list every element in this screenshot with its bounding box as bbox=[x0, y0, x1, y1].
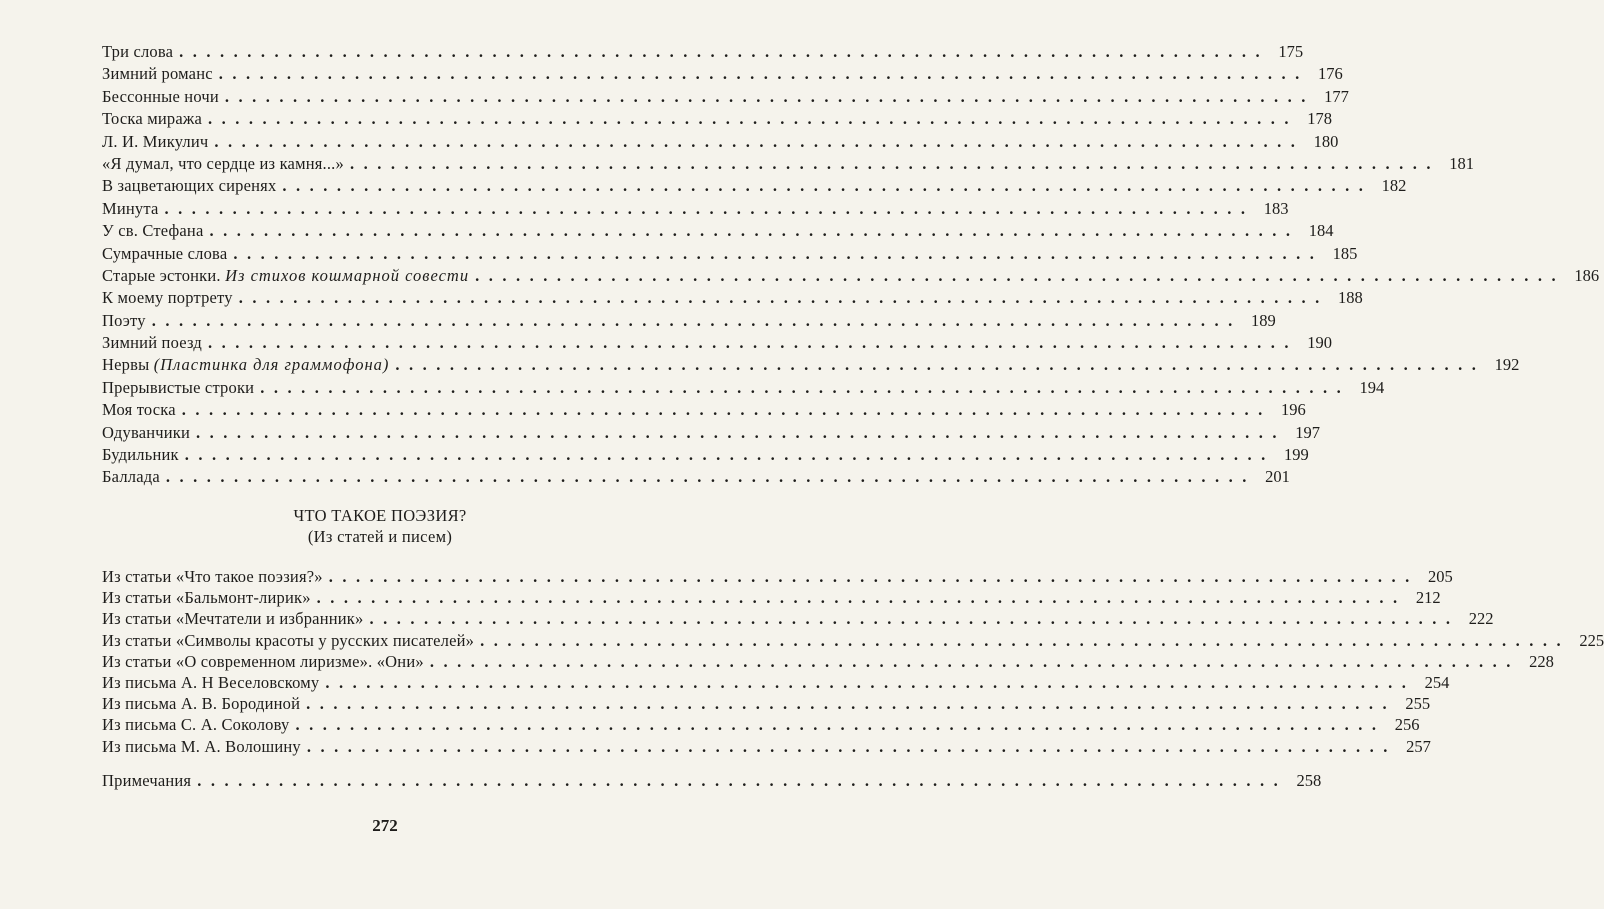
entry-title-wrap bbox=[102, 175, 282, 197]
dot-leader: ................................................................................ bbox=[316, 588, 1407, 608]
toc-entry bbox=[102, 265, 1600, 287]
toc-entry bbox=[102, 466, 1290, 488]
dot-leader: ................................................................................ bbox=[480, 630, 1571, 650]
entry-title: Из статьи «Бальмонт-лирик» bbox=[102, 588, 311, 608]
entry-title: Из статьи «Символы красоты у русских писателей» bbox=[102, 630, 475, 650]
entry-page-number: 228 bbox=[1529, 651, 1554, 671]
entry-title: Из статьи «Что такое поэзия?» bbox=[102, 567, 323, 586]
toc-entry bbox=[102, 287, 1363, 309]
toc-entry bbox=[102, 41, 1304, 63]
entry-title: «Я думал, что сердце из камня...» bbox=[102, 153, 344, 173]
toc-entry bbox=[102, 175, 1407, 197]
entry-title: Из письма А. В. Бородиной bbox=[102, 694, 301, 714]
entry-subtitle-italic: Из стихов кошмарной совести bbox=[225, 265, 470, 285]
entry-title-wrap bbox=[102, 736, 307, 758]
toc-entry bbox=[102, 736, 1431, 757]
dot-leader: ................................................................................ bbox=[197, 771, 1288, 790]
entry-title: Старые эстонки. bbox=[102, 265, 221, 285]
entry-title: К моему портрету bbox=[102, 288, 233, 308]
entry-title-wrap bbox=[102, 265, 475, 287]
toc-entry bbox=[102, 131, 1339, 153]
toc-entry bbox=[102, 608, 1494, 629]
toc-entry bbox=[102, 153, 1474, 175]
entry-title-wrap bbox=[102, 566, 329, 588]
entry-title-wrap bbox=[102, 422, 196, 444]
entry-title: В зацветающих сиренях bbox=[102, 176, 277, 196]
entry-title-wrap bbox=[102, 651, 430, 673]
toc-list-poems bbox=[102, 41, 1600, 489]
toc-entry bbox=[102, 86, 1349, 108]
toc-entry bbox=[102, 399, 1306, 421]
toc-entry bbox=[102, 770, 1322, 791]
entry-page-number: 189 bbox=[1250, 310, 1276, 330]
entry-title: Прерывистые строки bbox=[102, 377, 255, 397]
section-subtitle: (Из статей и писем) bbox=[307, 527, 453, 546]
entry-page-number: 184 bbox=[1308, 221, 1334, 241]
toc-entry bbox=[102, 220, 1334, 242]
dot-leader: ................................................................................ bbox=[238, 288, 1329, 308]
entry-title-wrap bbox=[102, 714, 296, 736]
toc-entry bbox=[102, 310, 1276, 332]
toc-entry bbox=[102, 630, 1604, 651]
toc-entry bbox=[102, 108, 1333, 130]
dot-leader: ................................................................................ bbox=[179, 42, 1270, 61]
dot-leader: ................................................................................ bbox=[164, 198, 1255, 218]
entry-page-number: 194 bbox=[1359, 377, 1385, 397]
entry-page-number: 190 bbox=[1307, 333, 1332, 353]
dot-leader: ................................................................................ bbox=[349, 153, 1440, 173]
entry-title-wrap bbox=[102, 63, 219, 85]
entry-title-wrap bbox=[102, 41, 179, 63]
entry-title-wrap bbox=[102, 399, 182, 421]
entry-title-wrap bbox=[102, 153, 350, 175]
entry-page-number: 185 bbox=[1332, 243, 1358, 263]
entry-title-wrap bbox=[102, 86, 225, 108]
entry-title-wrap bbox=[102, 608, 369, 630]
entry-subtitle-italic: (Пластинка для граммофона) bbox=[153, 355, 390, 375]
entry-title: Моя тоска bbox=[102, 400, 176, 420]
entry-page-number: 181 bbox=[1449, 153, 1474, 173]
entry-page-number: 196 bbox=[1281, 400, 1306, 420]
page-number: 272 bbox=[372, 816, 398, 835]
entry-page-number: 178 bbox=[1307, 109, 1333, 129]
entry-page-number: 186 bbox=[1574, 265, 1600, 285]
dot-leader: ................................................................................ bbox=[295, 715, 1386, 735]
toc-entry bbox=[102, 332, 1332, 354]
entry-title: Бессонные ночи bbox=[102, 86, 219, 106]
entry-page-number: 222 bbox=[1468, 609, 1494, 629]
entry-title: Зимний поезд bbox=[102, 333, 202, 353]
toc-entry bbox=[102, 377, 1385, 399]
dot-leader: ................................................................................ bbox=[475, 265, 1566, 285]
entry-title-wrap bbox=[102, 287, 239, 309]
entry-title-wrap bbox=[102, 587, 317, 609]
entry-title-wrap bbox=[102, 377, 260, 399]
entry-title: Поэту bbox=[102, 310, 146, 330]
dot-leader: ................................................................................ bbox=[306, 736, 1397, 756]
dot-leader: ................................................................................ bbox=[325, 672, 1416, 692]
entry-page-number: 197 bbox=[1295, 422, 1321, 442]
toc-entry bbox=[102, 714, 1420, 735]
entry-title: Зимний романс bbox=[102, 64, 213, 84]
toc-entry bbox=[102, 587, 1441, 608]
entry-title: Сумрачные слова bbox=[102, 243, 228, 263]
toc-entry bbox=[102, 693, 1431, 714]
entry-page-number: 225 bbox=[1579, 630, 1604, 650]
entry-page-number: 212 bbox=[1415, 588, 1441, 608]
entry-title-wrap bbox=[102, 198, 165, 220]
entry-page-number: 175 bbox=[1278, 42, 1304, 61]
entry-title-wrap bbox=[102, 220, 209, 242]
dot-leader: ................................................................................ bbox=[181, 400, 1272, 420]
toc-entry bbox=[102, 198, 1289, 220]
entry-page-number: 182 bbox=[1381, 176, 1407, 196]
entry-title: Из статьи «Мечтатели и избранник» bbox=[102, 609, 364, 629]
toc-entry bbox=[102, 444, 1309, 466]
entry-page-number: 256 bbox=[1394, 715, 1420, 735]
entry-title-wrap bbox=[102, 243, 233, 265]
entry-title: Из письма М. А. Волошину bbox=[102, 736, 301, 756]
entry-page-number: 192 bbox=[1494, 355, 1520, 375]
dot-leader: ................................................................................ bbox=[282, 176, 1373, 196]
dot-leader: ................................................................................ bbox=[208, 109, 1299, 129]
dot-leader: ................................................................................ bbox=[224, 86, 1315, 106]
entry-title: Три слова bbox=[102, 42, 174, 61]
toc-entry bbox=[102, 63, 1343, 85]
entry-title: Л. И. Микулич bbox=[102, 131, 209, 151]
entry-title-wrap bbox=[102, 466, 166, 488]
toc-entry bbox=[102, 672, 1450, 693]
dot-leader: ................................................................................ bbox=[429, 651, 1520, 671]
dot-leader: ................................................................................ bbox=[214, 131, 1305, 151]
entry-title: Минута bbox=[102, 198, 159, 218]
entry-title-wrap bbox=[102, 108, 208, 130]
dot-leader: ................................................................................ bbox=[218, 64, 1309, 84]
toc-list-articles bbox=[102, 566, 1604, 757]
entry-page-number: 188 bbox=[1337, 288, 1363, 308]
entry-title: Баллада bbox=[102, 467, 160, 487]
toc-list-notes bbox=[102, 770, 1322, 791]
entry-title-wrap bbox=[102, 131, 214, 153]
entry-title-wrap bbox=[102, 354, 395, 376]
entry-title: Из письма А. Н Веселовскому bbox=[102, 672, 320, 692]
dot-leader: ................................................................................ bbox=[328, 567, 1419, 586]
entry-page-number: 205 bbox=[1427, 567, 1453, 586]
entry-title-wrap bbox=[102, 672, 325, 694]
entry-page-number: 183 bbox=[1263, 198, 1289, 218]
entry-title: Из письма С. А. Соколову bbox=[102, 715, 290, 735]
dot-leader: ................................................................................ bbox=[395, 355, 1486, 375]
dot-leader: ................................................................................ bbox=[306, 694, 1397, 714]
section-title: ЧТО ТАКОЕ ПОЭЗИЯ? bbox=[293, 506, 467, 525]
dot-leader: ................................................................................ bbox=[207, 333, 1298, 353]
entry-title-wrap bbox=[102, 770, 197, 792]
entry-title: Тоска миража bbox=[102, 109, 203, 129]
entry-title: У св. Стефана bbox=[102, 221, 204, 241]
entry-title-wrap bbox=[102, 310, 152, 332]
dot-leader: ................................................................................ bbox=[233, 243, 1324, 263]
dot-leader: ................................................................................ bbox=[196, 422, 1287, 442]
dot-leader: ................................................................................ bbox=[369, 609, 1460, 629]
entry-title: Будильник bbox=[102, 445, 179, 465]
entry-page-number: 258 bbox=[1296, 771, 1322, 790]
entry-title-wrap bbox=[102, 693, 306, 715]
entry-title: Нервы bbox=[102, 355, 150, 375]
toc-entry bbox=[102, 651, 1554, 672]
toc-entry bbox=[102, 243, 1358, 265]
entry-page-number: 199 bbox=[1284, 445, 1309, 465]
entry-page-number: 254 bbox=[1424, 672, 1450, 692]
toc-entry bbox=[102, 566, 1453, 587]
dot-leader: ................................................................................ bbox=[260, 377, 1351, 397]
dot-leader: ................................................................................ bbox=[184, 445, 1275, 465]
dot-leader: ................................................................................ bbox=[165, 467, 1256, 487]
dot-leader: ................................................................................ bbox=[209, 221, 1300, 241]
dot-leader: ................................................................................ bbox=[151, 310, 1242, 330]
entry-title: Из статьи «О современном лиризме». «Они» bbox=[102, 651, 424, 671]
entry-page-number: 177 bbox=[1324, 86, 1349, 106]
entry-page-number: 257 bbox=[1406, 736, 1431, 756]
entry-page-number: 180 bbox=[1313, 131, 1339, 151]
entry-title-wrap bbox=[102, 444, 185, 466]
entry-title: Примечания bbox=[102, 771, 192, 790]
toc-entry bbox=[102, 354, 1520, 376]
entry-page-number: 176 bbox=[1318, 64, 1343, 84]
entry-page-number: 201 bbox=[1265, 467, 1290, 487]
toc-entry bbox=[102, 422, 1321, 444]
entry-title-wrap bbox=[102, 332, 208, 354]
entry-title-wrap bbox=[102, 630, 480, 652]
entry-page-number: 255 bbox=[1405, 694, 1431, 714]
entry-title: Одуванчики bbox=[102, 422, 191, 442]
